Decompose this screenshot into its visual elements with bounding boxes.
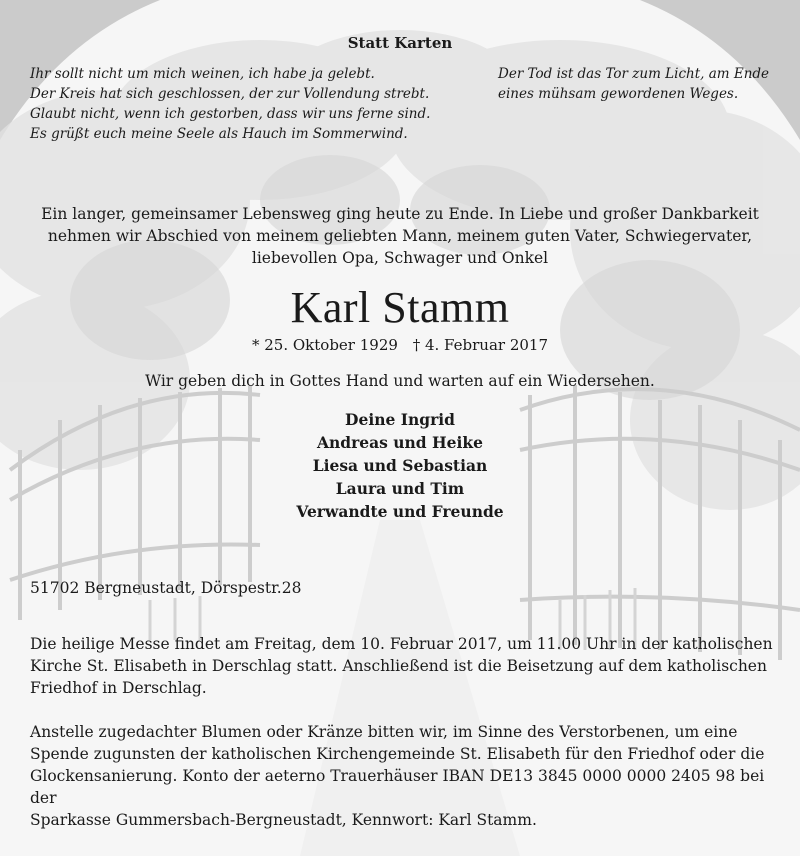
mass-info (30, 633, 775, 699)
donation-line: Sparkasse Gummersbach-Bergneustadt, Kennwort: Karl Stamm. (30, 811, 537, 829)
mass-line: Die heilige Messe findet am Freitag, dem 10. Februar 2017, um 11.00 Uhr in der katholischen (30, 635, 773, 653)
mourner: Andreas und Heike (316, 433, 484, 452)
poem-line: Der Tod ist das Tor zum Licht, am Ende (498, 66, 770, 82)
mass-line: Friedhof in Derschlag. (30, 679, 207, 697)
donation-line: Spende zugunsten der katholischen Kirchengemeinde St. Elisabeth für den Friedhof oder die (30, 745, 765, 763)
mourner: Laura und Tim (335, 479, 465, 498)
intro-text (40, 203, 760, 269)
poem-line: Es grüßt euch meine Seele als Hauch im Sommerwind. (30, 126, 408, 142)
deceased-name: Karl Stamm (290, 283, 510, 332)
donation-line: Anstelle zugedachter Blumen oder Kränze bitten wir, im Sinne des Verstorbenen, um eine (30, 723, 738, 741)
donation-info (30, 721, 775, 831)
mourner: Liesa und Sebastian (312, 456, 488, 475)
donation-line: Glockensanierung. Konto der aeterno Trauerhäuser IBAN DE13 3845 0000 0000 2405 98 bei der (30, 767, 765, 807)
birth-date: * 25. Oktober 1929 (251, 336, 398, 354)
mass-line: Kirche St. Elisabeth in Derschlag statt. Anschließend ist die Beisetzung auf dem katholischen (30, 657, 767, 675)
intro-line: nehmen wir Abschied von meinem geliebten Mann, meinem guten Vater, Schwiegervater, (47, 227, 753, 245)
poem-line: Ihr sollt nicht um mich weinen, ich habe ja gelebt. (30, 66, 375, 82)
intro-line: Ein langer, gemeinsamer Lebensweg ging heute zu Ende. In Liebe und großer Dankbarkeit (41, 205, 759, 223)
intro-line: liebevollen Opa, Schwager und Onkel (251, 249, 549, 267)
poem-line: Glaubt nicht, wenn ich gestorben, dass wir uns ferne sind. (30, 106, 431, 122)
mourners-list (0, 408, 800, 523)
mourner: Verwandte und Freunde (296, 502, 504, 521)
poem-line: Der Kreis hat sich geschlossen, der zur Vollendung strebt. (30, 86, 430, 102)
closing-line: Wir geben dich in Gottes Hand und warten auf ein Wiedersehen. (145, 372, 655, 390)
poem-right (498, 64, 769, 104)
mourner: Deine Ingrid (345, 410, 455, 429)
address: 51702 Bergneustadt, Dörspestr.28 (30, 579, 302, 597)
death-date: † 4. Februar 2017 (412, 336, 549, 354)
poem-left (30, 64, 430, 144)
heading-statt-karten: Statt Karten (347, 34, 453, 52)
poem-line: eines mühsam gewordenen Weges. (498, 86, 739, 102)
life-dates (0, 336, 800, 354)
